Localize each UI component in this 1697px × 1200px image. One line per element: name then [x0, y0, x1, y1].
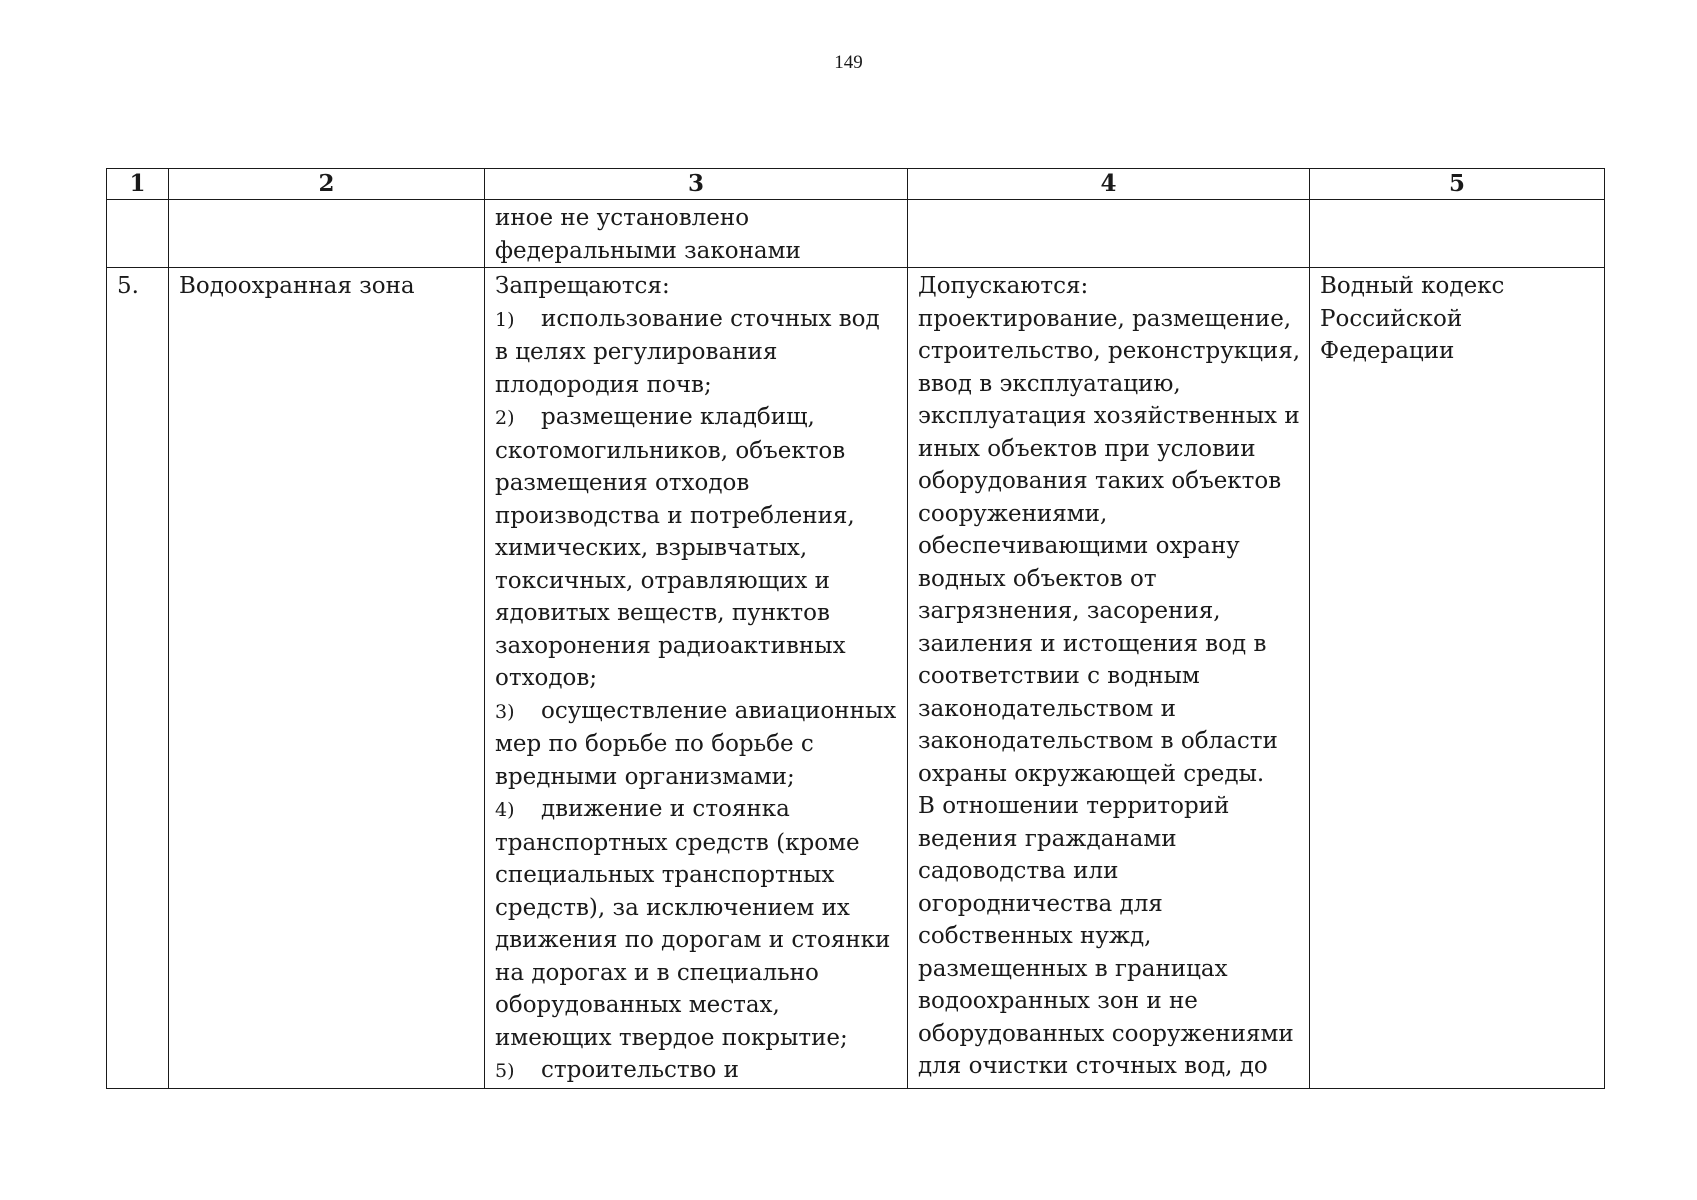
basis-line: Российской: [1320, 305, 1463, 332]
permitted-line: иных объектов при условии: [918, 435, 1256, 462]
permitted-line: обеспечивающими охрану: [918, 533, 1240, 559]
permitted-line: садоводства или: [918, 858, 1119, 884]
prohibition-line: имеющих твердое покрытие;: [495, 1024, 848, 1051]
permitted-line: собственных нужд,: [918, 923, 1152, 949]
permitted-line: загрязнения, засорения,: [918, 598, 1221, 624]
restrictions-table: [106, 168, 1605, 1089]
permitted-line: Допускаются:: [918, 273, 1089, 299]
header-col-1: 1: [107, 169, 169, 200]
zone-name: Водоохранная зона: [169, 268, 485, 1089]
header-col-3: 3: [485, 169, 908, 200]
prohibition-line: транспортных средств (кроме: [495, 829, 860, 856]
page-number: 149: [834, 52, 863, 73]
basis-cell: [1310, 268, 1605, 1089]
permitted-line: сооружениями,: [918, 500, 1108, 527]
cont-line: федеральными законами: [495, 237, 801, 264]
permitted-line: ведения гражданами: [918, 825, 1177, 852]
permitted-line: заиления и истощения вод в: [918, 630, 1267, 657]
prohibition-item: [495, 793, 897, 827]
legal-basis: [1320, 270, 1594, 368]
prohibition-line: химических, взрывчатых,: [495, 535, 808, 561]
header-col-5: 5: [1310, 169, 1605, 200]
prohibition-line: движения по дорогам и стоянки: [495, 927, 891, 953]
item-text: размещение кладбищ,: [541, 404, 815, 430]
prohibition-line: в целях регулирования: [495, 339, 778, 365]
prohibition-line: вредными организмами;: [495, 763, 795, 790]
permitted-line: законодательством в области: [918, 728, 1278, 754]
header-col-2: 2: [169, 169, 485, 200]
permitted-line: огородничества для: [918, 890, 1163, 917]
permitted-line: охраны окружающей среды.: [918, 760, 1265, 787]
header-col-4: 4: [908, 169, 1310, 200]
basis-line: Водный кодекс: [1320, 273, 1505, 299]
cont-cell-3: [485, 200, 908, 268]
prohibition-item: [495, 695, 897, 729]
permitted-line: для очистки сточных вод, до: [918, 1053, 1268, 1079]
permitted-line: ввод в эксплуатацию,: [918, 370, 1181, 397]
prohibition-line: захоронения радиоактивных: [495, 632, 846, 659]
permitted-line: водоохранных зон и не: [918, 988, 1198, 1014]
basis-line: Федерации: [1320, 338, 1455, 364]
prohibition-line: средств), за исключением их: [495, 894, 850, 921]
table-row: [107, 268, 1605, 1089]
permitted-line: эксплуатация хозяйственных и: [918, 403, 1300, 429]
permitted-line: законодательством и: [918, 695, 1176, 722]
cont-cell-2: [169, 200, 485, 268]
prohibition-item: [495, 303, 897, 337]
continuation-row: [107, 200, 1605, 268]
cont-cell-1: [107, 200, 169, 268]
prohibition-line: мер по борьбе по борьбе с: [495, 731, 814, 757]
prohibition-line: оборудованных местах,: [495, 992, 780, 1018]
prohibition-line: плодородия почв;: [495, 371, 712, 398]
permitted-line: соответствии с водным: [918, 663, 1200, 689]
permitted-line: водных объектов от: [918, 565, 1157, 592]
cont-cell-5: [1310, 200, 1605, 268]
prohibitions-cell: [485, 268, 908, 1089]
item-text: движение и стоянка: [541, 796, 790, 822]
item-text: осуществление авиационных: [541, 697, 897, 724]
item-number: 5): [495, 1060, 515, 1082]
item-number: 4): [495, 799, 515, 821]
prohibitions-heading: Запрещаются:: [495, 273, 670, 299]
permitted-line: размещенных в границах: [918, 955, 1228, 982]
prohibition-line: скотомогильников, объектов: [495, 437, 846, 464]
item-text: строительство и: [541, 1057, 740, 1083]
permitted-line: В отношении территорий: [918, 793, 1230, 819]
permitted-list: [918, 270, 1299, 1083]
cont-cell-4: [908, 200, 1310, 268]
permitted-line: оборудования таких объектов: [918, 468, 1282, 494]
item-text: использование сточных вод: [541, 305, 880, 332]
prohibition-line: отходов;: [495, 665, 598, 691]
prohibition-line: размещения отходов: [495, 470, 750, 496]
item-number: 2): [495, 407, 515, 429]
prohibition-item: [495, 401, 897, 435]
header-row: [107, 169, 1605, 200]
permitted-cell: [908, 268, 1310, 1089]
prohibition-line: ядовитых веществ, пунктов: [495, 600, 830, 626]
permitted-line: оборудованных сооружениями: [918, 1020, 1294, 1047]
prohibition-line: токсичных, отравляющих и: [495, 567, 831, 594]
permitted-line: проектирование, размещение,: [918, 305, 1292, 332]
item-number: 3): [495, 700, 515, 723]
prohibitions-list: [495, 303, 897, 1088]
prohibition-line: специальных транспортных: [495, 862, 835, 888]
prohibition-line: на дорогах и в специально: [495, 959, 819, 986]
row-number: 5.: [107, 268, 169, 1089]
cont-line: иное не установлено: [495, 205, 750, 231]
item-number: 1): [495, 308, 515, 331]
prohibition-item: [495, 1054, 897, 1088]
prohibition-line: производства и потребления,: [495, 502, 855, 529]
permitted-line: строительство, реконструкция,: [918, 338, 1301, 364]
